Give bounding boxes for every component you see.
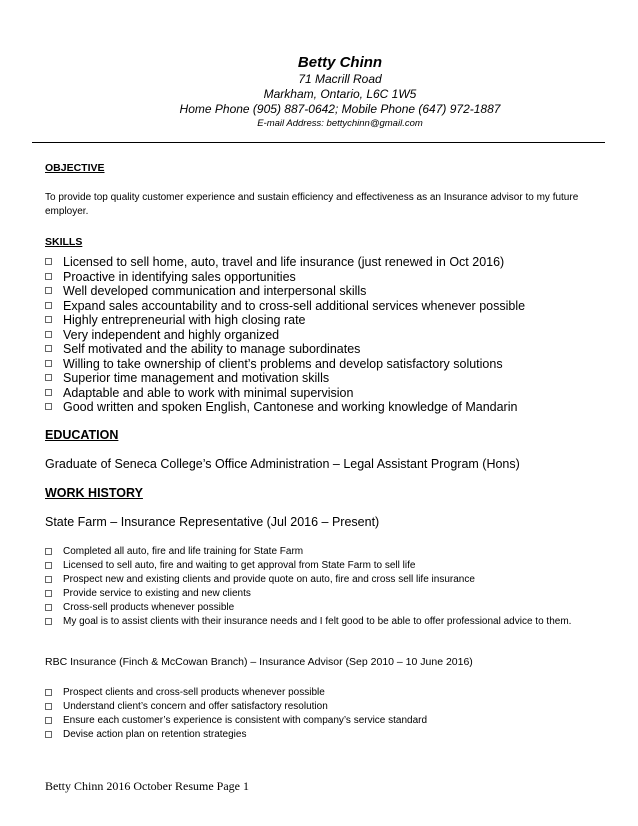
checkbox-bullet-icon bbox=[45, 717, 52, 724]
list-item: Superior time management and motivation skills bbox=[45, 371, 525, 386]
list-item: Provide service to existing and new clients bbox=[45, 587, 608, 601]
header-divider bbox=[32, 142, 605, 143]
address-line-1: 71 Macrill Road bbox=[298, 72, 382, 86]
checkbox-bullet-icon bbox=[45, 345, 52, 352]
phone-line: Home Phone (905) 887-0642; Mobile Phone (647) 972-1887 bbox=[179, 102, 501, 116]
job-2-heading: RBC Insurance (Finch & McCowan Branch) – Insurance Advisor (Sep 2010 – 10 June 2016) bbox=[45, 656, 473, 668]
checkbox-bullet-icon bbox=[45, 576, 52, 583]
list-item: Understand client’s concern and offer satisfactory resolution bbox=[45, 700, 608, 714]
list-item: Devise action plan on retention strategies bbox=[45, 728, 608, 742]
checkbox-bullet-icon bbox=[45, 316, 52, 323]
checkbox-bullet-icon bbox=[45, 374, 52, 381]
checkbox-bullet-icon bbox=[45, 562, 52, 569]
list-item: Adaptable and able to work with minimal supervision bbox=[45, 386, 525, 401]
list-item: Willing to take ownership of client’s problems and develop satisfactory solutions bbox=[45, 357, 525, 372]
email-line: E-mail Address: bettychinn@gmail.com bbox=[257, 118, 423, 129]
list-item: Good written and spoken English, Cantonese and working knowledge of Mandarin bbox=[45, 400, 525, 415]
list-item: My goal is to assist clients with their insurance needs and I felt good to be able to offer professional advice to them. bbox=[45, 615, 608, 629]
checkbox-bullet-icon bbox=[45, 604, 52, 611]
job-2-duties-list bbox=[45, 686, 608, 742]
list-item: Cross-sell products whenever possible bbox=[45, 601, 608, 615]
education-heading: EDUCATION bbox=[45, 428, 119, 442]
checkbox-bullet-icon bbox=[45, 689, 52, 696]
checkbox-bullet-icon bbox=[45, 731, 52, 738]
checkbox-bullet-icon bbox=[45, 331, 52, 338]
checkbox-bullet-icon bbox=[45, 548, 52, 555]
contact-header bbox=[0, 54, 638, 130]
checkbox-bullet-icon bbox=[45, 389, 52, 396]
objective-text: To provide top quality customer experience and sustain efficiency and effectiveness as an Insurance advisor to my future employer. bbox=[45, 192, 579, 217]
list-item: Very independent and highly organized bbox=[45, 328, 525, 343]
checkbox-bullet-icon bbox=[45, 618, 52, 625]
candidate-name: Betty Chinn bbox=[297, 54, 383, 71]
objective-heading: OBJECTIVE bbox=[45, 162, 105, 174]
checkbox-bullet-icon bbox=[45, 273, 52, 280]
list-item: Licensed to sell auto, fire and waiting to get approval from State Farm to sell life bbox=[45, 559, 608, 573]
checkbox-bullet-icon bbox=[45, 360, 52, 367]
list-item: Proactive in identifying sales opportunities bbox=[45, 270, 525, 285]
list-item: Self motivated and the ability to manage subordinates bbox=[45, 342, 525, 357]
education-text: Graduate of Seneca College’s Office Administration – Legal Assistant Program (Hons) bbox=[45, 457, 520, 471]
work-history-heading: WORK HISTORY bbox=[45, 486, 143, 500]
address-line-2: Markham, Ontario, L6C 1W5 bbox=[263, 87, 417, 101]
list-item: Highly entrepreneurial with high closing rate bbox=[45, 313, 525, 328]
list-item: Well developed communication and interpersonal skills bbox=[45, 284, 525, 299]
checkbox-bullet-icon bbox=[45, 258, 52, 265]
checkbox-bullet-icon bbox=[45, 590, 52, 597]
list-item: Expand sales accountability and to cross-sell additional services whenever possible bbox=[45, 299, 525, 314]
list-item: Licensed to sell home, auto, travel and life insurance (just renewed in Oct 2016) bbox=[45, 255, 525, 270]
skills-list bbox=[45, 255, 525, 415]
checkbox-bullet-icon bbox=[45, 403, 52, 410]
list-item: Ensure each customer’s experience is consistent with company’s service standard bbox=[45, 714, 608, 728]
page-footer: Betty Chinn 2016 October Resume Page 1 bbox=[45, 779, 249, 793]
list-item: Prospect clients and cross-sell products whenever possible bbox=[45, 686, 608, 700]
checkbox-bullet-icon bbox=[45, 703, 52, 710]
job-1-heading: State Farm – Insurance Representative (Jul 2016 – Present) bbox=[45, 515, 380, 529]
checkbox-bullet-icon bbox=[45, 287, 52, 294]
job-1-duties-list bbox=[45, 545, 608, 629]
skills-heading: SKILLS bbox=[45, 236, 83, 248]
checkbox-bullet-icon bbox=[45, 302, 52, 309]
list-item: Completed all auto, fire and life training for State Farm bbox=[45, 545, 608, 559]
list-item: Prospect new and existing clients and provide quote on auto, fire and cross sell life insurance bbox=[45, 573, 608, 587]
